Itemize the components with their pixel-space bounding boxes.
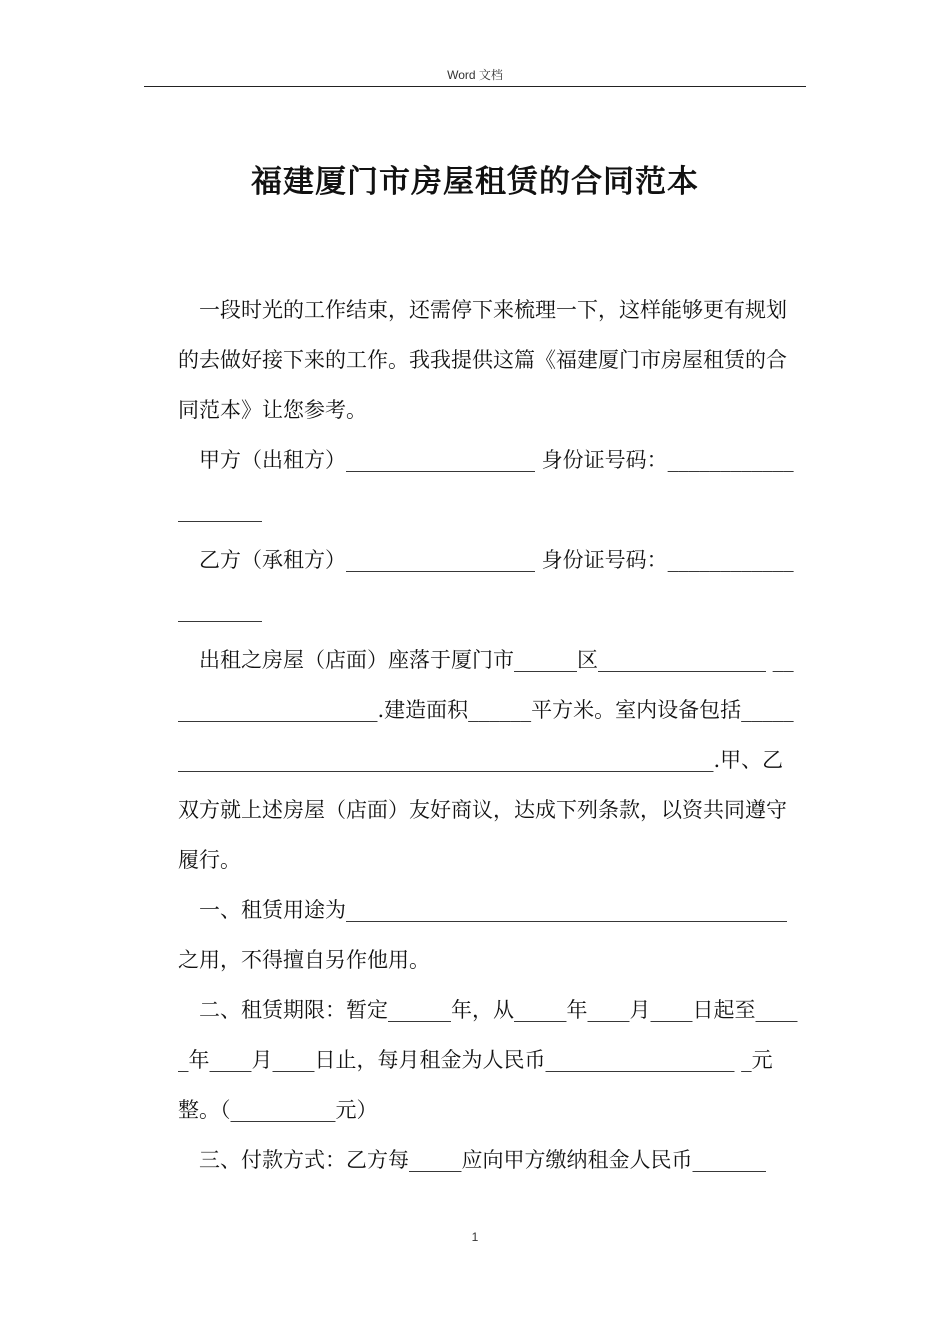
clause-2-term: 二、租赁期限：暂定______年，从_____年____月____日起至_____年____月____日止，每月租金为人民币__________________ _元整。（__________元）: [178, 998, 798, 1122]
property-location-paragraph: 出租之房屋（店面）座落于厦门市______区________________ _____________________.建造面积______平方米。室内设备包括________________________________________________________.甲、乙双方就上述房屋（店面）友好商议，达成下列条款，以资共同遵守履行。: [178, 648, 794, 872]
header-divider: [144, 86, 806, 87]
party-b-line: 乙方（承租方）__________________ 身份证号码：____________________: [178, 548, 794, 622]
document-body: [178, 285, 802, 1185]
party-a-line: 甲方（出租方）__________________ 身份证号码：____________________: [178, 448, 794, 522]
page-number: 1: [471, 1230, 479, 1244]
clause-1-usage: 一、租赁用途为__________________________________________之用，不得擅自另作他用。: [178, 898, 787, 972]
intro-paragraph: 一段时光的工作结束，还需停下来梳理一下，这样能够更有规划的去做好接下来的工作。我我提供这篇《福建厦门市房屋租赁的合同范本》让您参考。: [178, 298, 787, 422]
clause-3-payment: 三、付款方式：乙方每_____应向甲方缴纳租金人民币_______: [199, 1148, 766, 1172]
document-header-label: Word 文档: [447, 68, 503, 82]
document-title: 福建厦门市房屋租赁的合同范本: [251, 164, 699, 200]
